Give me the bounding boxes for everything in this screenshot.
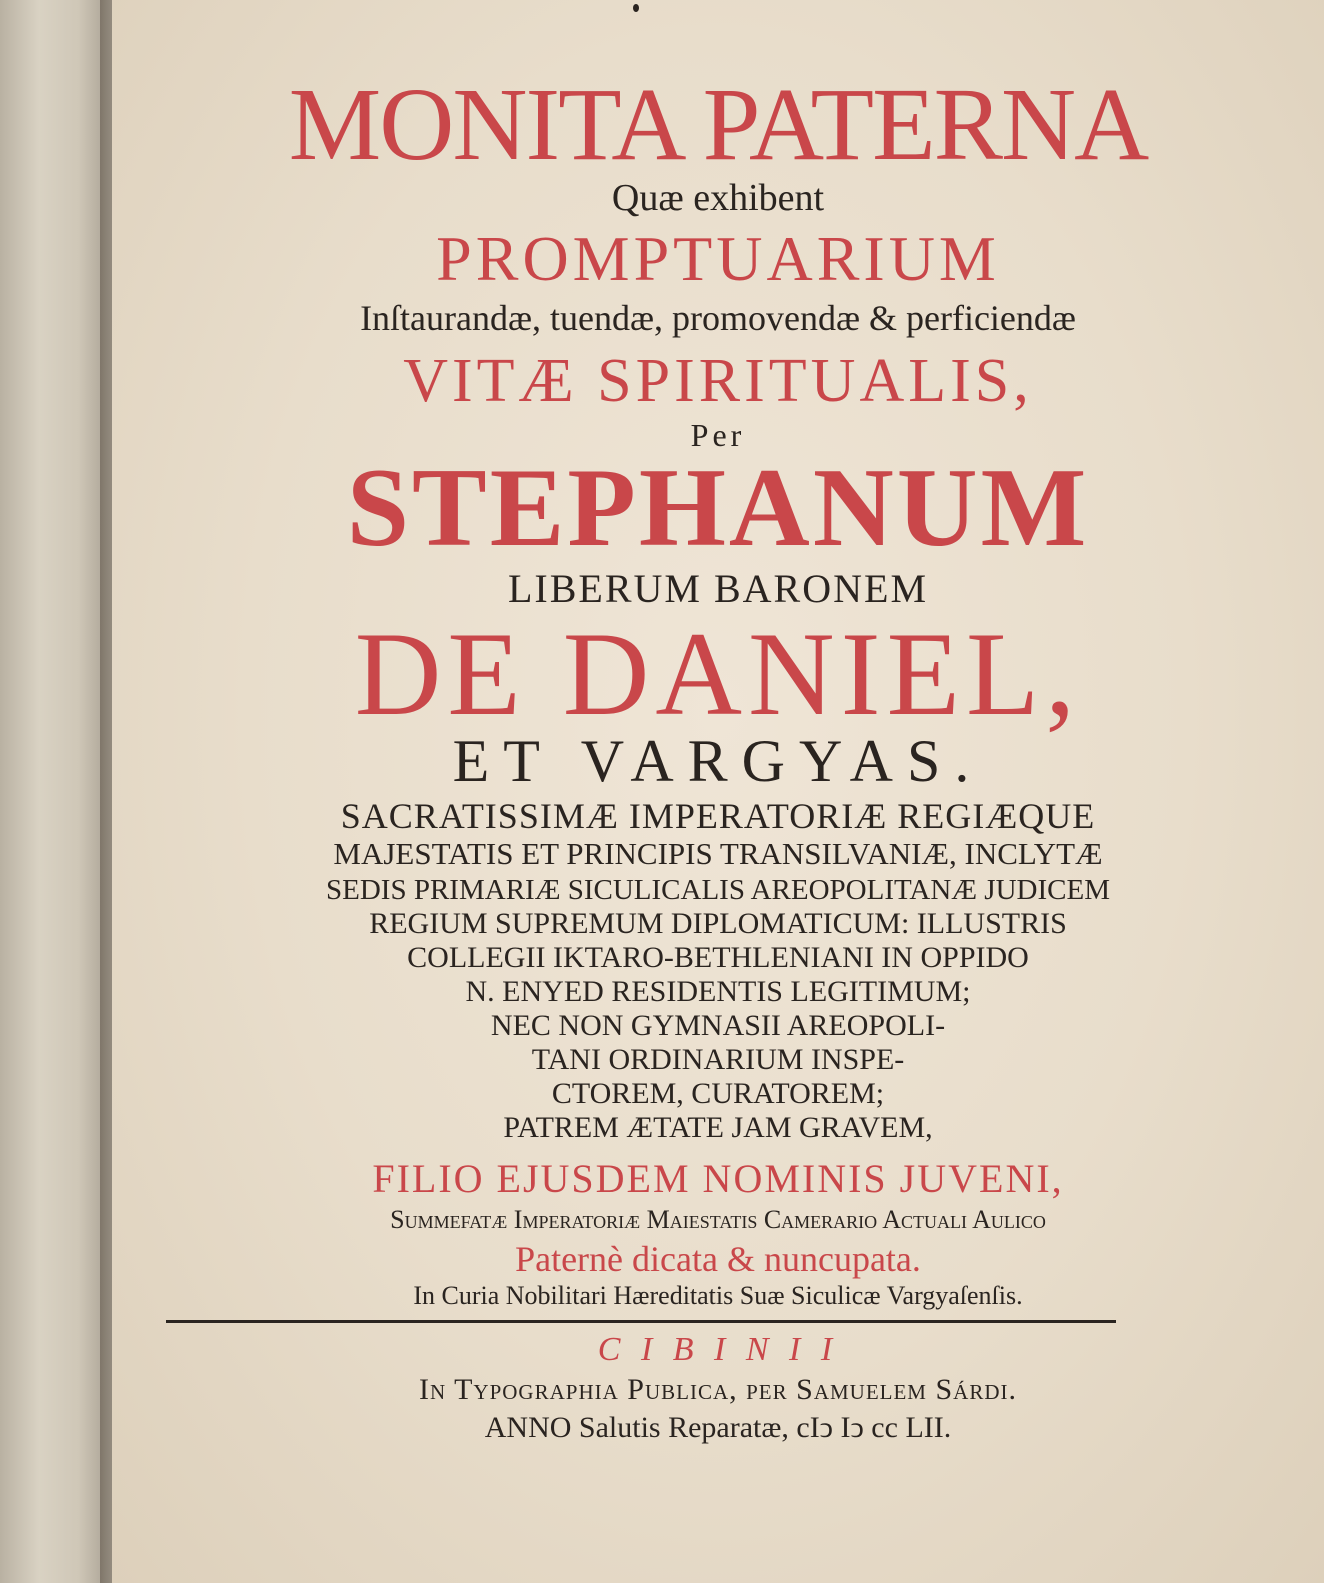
desc-line: SACRATISSIMÆ IMPERATORIÆ REGIÆQUE (340, 796, 1096, 836)
summefatae-line: Summefatæ Imperatoriæ Maiestatis Camerario Actuali Aulico (390, 1205, 1046, 1234)
filio-heading: FILIO EJUSDEM NOMINIS JUVENI, (372, 1156, 1064, 1201)
desc-line: PATREM ÆTATE JAM GRAVEM, (503, 1111, 933, 1144)
horizontal-rule (166, 1320, 1116, 1323)
desc-line: SEDIS PRIMARIÆ SICULICALIS AREOPOLITANÆ JUDICEM (326, 874, 1110, 906)
vitae-spiritualis: VITÆ SPIRITUALIS, (403, 347, 1033, 415)
per-line: Per (690, 417, 746, 453)
in-curia-line: In Curia Nobilitari Hæreditatis Suæ Siculicæ Vargyaſenſis. (413, 1281, 1023, 1310)
paterne-line: Paternè dicata & nuncupata. (515, 1239, 921, 1279)
desc-line: NEC NON GYMNASII AREOPOLI- (490, 1009, 946, 1042)
promptuarium-heading: PROMPTUARIUM (436, 223, 1000, 294)
main-title: MONITA PATERNA (288, 67, 1148, 182)
desc-line: TANI ORDINARIUM INSPE- (531, 1043, 905, 1076)
desc-line: N. ENYED RESIDENTIS LEGITIMUM; (465, 975, 971, 1008)
liberum-baronem: LIBERUM BARONEM (507, 566, 929, 611)
anno-line: ANNO Salutis Reparatæ, cIↄ Iↄ cc LII. (484, 1411, 952, 1444)
typographia-line: In Typographia Publica, per Samuelem Sárdi. (418, 1373, 1017, 1406)
de-daniel-heading: DE DANIEL, (354, 607, 1082, 740)
desc-line: CTOREM, CURATOREM; (551, 1077, 885, 1110)
adjacent-page-edge (0, 0, 112, 1583)
subtitle-quae: Quæ exhibent (611, 177, 825, 219)
cibinii-line: C I B I N I I (597, 1331, 839, 1368)
et-vargyas: ET VARGYAS. (452, 728, 984, 794)
desc-line: REGIUM SUPREMUM DIPLOMATICUM: ILLUSTRIS (369, 907, 1067, 940)
title-page (112, 0, 1324, 1583)
instaurandae-line: Inſtaurandæ, tuendæ, promovendæ & perficiendæ (360, 298, 1076, 338)
title-block (112, 0, 1324, 1583)
desc-line: MAJESTATIS ET PRINCIPIS TRANSILVANIÆ, INCLYTÆ (333, 836, 1103, 871)
stephanum-heading: STEPHANUM (346, 446, 1090, 570)
desc-line: COLLEGII IKTARO-BETHLENIANI IN OPPIDO (407, 941, 1029, 974)
ink-speck (633, 4, 639, 12)
